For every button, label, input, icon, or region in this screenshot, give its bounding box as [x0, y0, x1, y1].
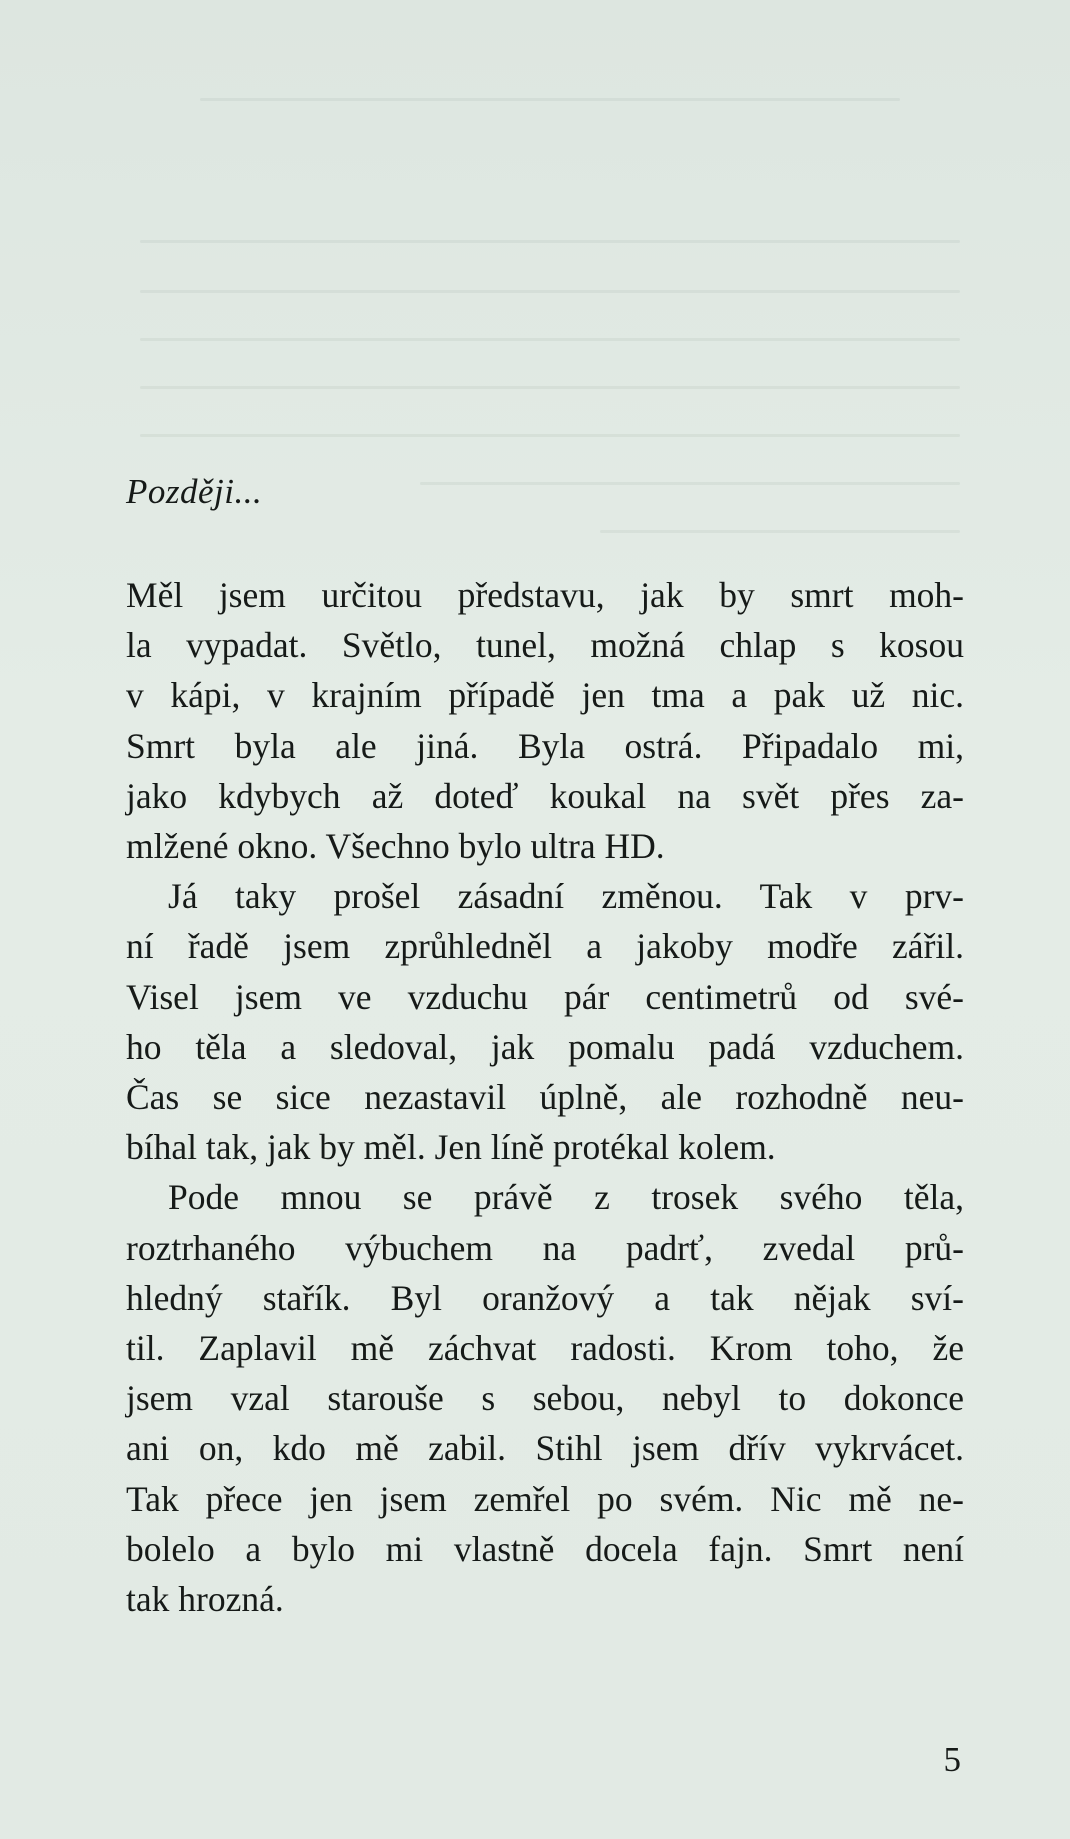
text-line: tak hrozná. — [126, 1579, 284, 1620]
text-line: hledný stařík. Byl oranžový a tak nějak sví- — [126, 1277, 964, 1318]
show-through-line — [600, 530, 960, 533]
text-line: bolelo a bylo mi vlastně docela fajn. Smrt není — [126, 1528, 964, 1569]
show-through-line — [140, 434, 960, 437]
text-line: Pode mnou se právě z trosek svého těla, — [168, 1177, 964, 1218]
text-line: v kápi, v krajním případě jen tma a pak už nic. — [126, 675, 964, 716]
show-through-line — [140, 338, 960, 341]
text-line: bíhal tak, jak by měl. Jen líně protékal kolem. — [126, 1127, 776, 1168]
page-number: 5 — [943, 1740, 961, 1779]
text-line: til. Zaplavil mě záchvat radosti. Krom toho, že — [126, 1328, 964, 1369]
text-line: Visel jsem ve vzduchu pár centimetrů od své- — [126, 976, 964, 1017]
text-line: jsem vzal starouše s sebou, nebyl to dokonce — [126, 1378, 964, 1419]
text-line: Já taky prošel zásadní změnou. Tak v prv- — [168, 876, 964, 917]
show-through-line — [420, 482, 960, 485]
text-line: roztrhaného výbuchem na padrť, zvedal prů- — [126, 1227, 964, 1268]
text-line: Čas se sice nezastavil úplně, ale rozhodně neu- — [126, 1077, 964, 1118]
show-through-line — [140, 386, 960, 389]
paragraph — [126, 871, 964, 1172]
show-through-line — [200, 98, 900, 101]
text-line: jako kdybych až doteď koukal na svět přes za- — [126, 775, 964, 816]
text-line: ani on, kdo mě zabil. Stihl jsem dřív vykrvácet. — [126, 1428, 964, 1469]
text-line: Tak přece jen jsem zemřel po svém. Nic mě ne- — [126, 1478, 964, 1519]
text-line: ho těla a sledoval, jak pomalu padá vzduchem. — [126, 1026, 964, 1067]
show-through-line — [140, 290, 960, 293]
body-text — [126, 570, 964, 1624]
text-line: Smrt byla ale jiná. Byla ostrá. Připadalo mi, — [126, 725, 964, 766]
paragraph — [126, 570, 964, 871]
text-line: la vypadat. Světlo, tunel, možná chlap s kosou — [126, 625, 964, 666]
text-line: ní řadě jsem zprůhledněl a jakoby modře zářil. — [126, 926, 964, 967]
section-heading: Později... — [126, 472, 263, 511]
text-line: mlžené okno. Všechno bylo ultra HD. — [126, 826, 665, 867]
paragraph — [126, 1172, 964, 1624]
show-through-line — [140, 240, 960, 243]
text-line: Měl jsem určitou představu, jak by smrt moh- — [126, 575, 964, 615]
